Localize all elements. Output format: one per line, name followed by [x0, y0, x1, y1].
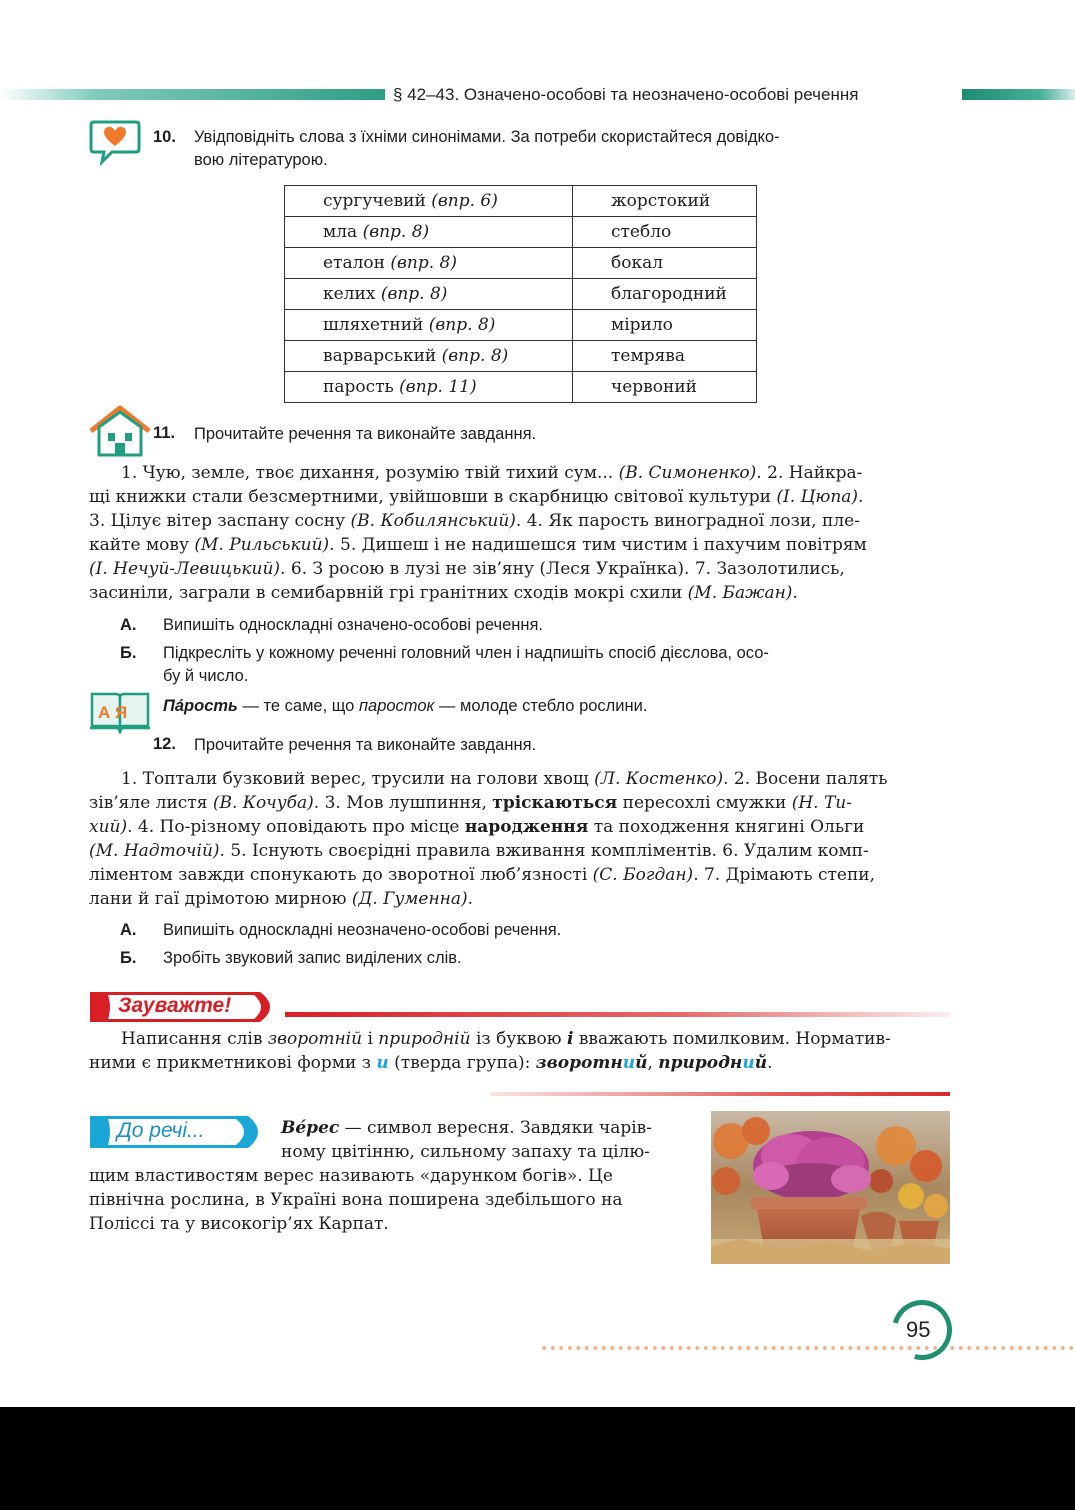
exercise-ref: (впр. 8): [390, 253, 457, 273]
task-11-line: [89, 509, 949, 533]
task-10-number: 10.: [153, 128, 176, 146]
by-the-way-line: північна рослина, в Україні вона поширена здебільшого на: [89, 1190, 623, 1210]
task-12-line: хий). 4. По-різному оповідають про місце народження та походження княгині Ольги: [89, 817, 865, 837]
note-line: ними є прикметникові форми з и (тверда група): зворотний, природний.: [89, 1053, 773, 1073]
exercise-ref: (впр. 8): [428, 315, 496, 335]
task-11-line: [89, 533, 949, 557]
task-12-number: 12.: [153, 735, 176, 753]
synonyms-row: [285, 279, 757, 310]
synonym-cell: бокал: [573, 248, 757, 279]
note-tag: [90, 992, 280, 1022]
dictionary-term: Па́рость: [163, 697, 238, 715]
sentence-text: засиніли, заграли в семибарвній грі гранітних сходів мокрі схили: [89, 583, 688, 603]
task-12-sentences: [89, 767, 949, 911]
dictionary-text1: те саме, що: [263, 697, 359, 715]
header-decor-bar-left: [0, 89, 385, 100]
dictionary-book-icon: [88, 688, 152, 738]
task-11-b-text: [163, 642, 883, 688]
author-ref: (М. Рильський).: [194, 535, 335, 555]
word: варварський: [323, 346, 437, 366]
by-the-way-line: Ве́рес — символ вересня. Завдяки чарів-: [281, 1118, 652, 1138]
task-12-a-text: Випишіть односкладні неозначено-особові речення.: [163, 921, 562, 939]
word-cell: [285, 217, 573, 248]
house-icon: [89, 405, 151, 461]
task-12-line: (М. Надточій). 5. Існують своєрідні правила вживання компліментів. 6. Удалим комп-: [89, 841, 869, 861]
page-number: 95: [906, 1317, 931, 1342]
note-rule: [285, 1012, 950, 1017]
sentence-text: 1. Чую, земле, твоє дихання, розумію твій тихий сум...: [121, 463, 619, 483]
task-12-line: лани й гаї дрімотою мирною (Д. Гуменна).: [89, 889, 474, 909]
task-12-b-letter: Б.: [120, 949, 137, 967]
task-11-line: [89, 485, 949, 509]
task-10-text: [194, 126, 914, 172]
synonym-cell: жорстокий: [573, 186, 757, 217]
sentence-text: 3. Цілує вітер заспану сосну: [89, 511, 351, 531]
by-the-way-line: Поліссі та у високогір’ях Карпат.: [89, 1214, 389, 1234]
synonyms-row: [285, 217, 757, 248]
by-the-way-label: До речі...: [117, 1119, 205, 1142]
task-12-a-letter: А.: [120, 921, 137, 939]
dictionary-term2: паросток: [358, 697, 435, 715]
word: парость: [323, 377, 394, 397]
sentence-text: 5. Дишеш і не надишешся тим чистим і пахучим повітрям: [334, 535, 867, 555]
exercise-ref: (впр. 11): [399, 377, 477, 397]
word-cell: [285, 186, 573, 217]
task-12-line: 1. Топтали бузковий верес, трусили на голови хвощ (Л. Костенко). 2. Восени палять: [121, 769, 888, 789]
word-cell: [285, 341, 573, 372]
note-bottom-rule: [490, 1092, 950, 1096]
synonyms-row: [285, 248, 757, 279]
synonyms-row: [285, 186, 757, 217]
task-11-text: Прочитайте речення та виконайте завдання.: [194, 425, 537, 443]
heart-speech-icon: [88, 118, 142, 170]
section-title: § 42–43. Означено-особові та неозначено-особові речення: [393, 85, 859, 104]
synonym-cell: червоний: [573, 372, 757, 403]
word: келих: [323, 284, 376, 304]
task-12-text: Прочитайте речення та виконайте завдання.: [194, 736, 537, 754]
dictionary-text2: — молоде стебло рослини.: [434, 697, 648, 715]
author-ref: (В. Симоненко).: [618, 463, 762, 483]
author-ref: (В. Кобилянський).: [350, 511, 522, 531]
page-dots-decor: [540, 1345, 1075, 1351]
synonym-cell: темрява: [573, 341, 757, 372]
note-text: [89, 1027, 949, 1075]
sentence-text: 4. Як парость виноградної лози, пле-: [521, 511, 860, 531]
synonyms-row: [285, 310, 757, 341]
task-11-line: [89, 557, 949, 581]
by-the-way-text: [89, 1116, 685, 1236]
synonyms-row: [285, 341, 757, 372]
note-line: Написання слів зворотній і природній із буквою і вважають помилковим. Норматив-: [121, 1029, 891, 1049]
author-ref: (М. Бажан).: [687, 583, 798, 603]
word: еталон: [323, 253, 385, 273]
sentence-text: щі книжки стали безсмертними, увійшовши в скарбницю світової культури: [89, 487, 777, 507]
exercise-ref: (впр. 8): [362, 222, 430, 242]
exercise-ref: (впр. 8): [441, 346, 509, 366]
exercise-ref: (впр. 8): [380, 284, 448, 304]
task-12-line: зів’яле листя (В. Кочуба). 3. Мов лушпиння, тріскаються пересохлі смужки (Н. Ти-: [89, 793, 852, 813]
svg-text:А Я: А Я: [98, 703, 128, 722]
author-ref: (І. Цюпа).: [776, 487, 864, 507]
task-11-sentences: [89, 461, 949, 605]
word: шляхетний: [323, 315, 424, 335]
word-cell: [285, 279, 573, 310]
synonyms-row: [285, 372, 757, 403]
task-11-line: [89, 461, 949, 485]
task-10-text-line2: вою літературою.: [194, 151, 328, 169]
task-10-text-line1: Увідповідніть слова з їхніми синонімами. За потреби скористайтеся довідко-: [194, 128, 780, 146]
word: мла: [323, 222, 358, 242]
task-11-a-letter: А.: [120, 616, 137, 634]
by-the-way-line: ному цвітінню, сильному запаху та цілю-: [281, 1142, 650, 1162]
word-cell: [285, 248, 573, 279]
heather-photo: [711, 1111, 950, 1264]
author-ref: (І. Нечуй-Левицький).: [89, 559, 286, 579]
task-12-b-text: Зробіть звуковий запис виділених слів.: [163, 949, 462, 967]
word-cell: [285, 372, 573, 403]
black-bottom-area: [0, 1407, 1075, 1510]
task-11-line: [89, 581, 949, 605]
task-11-b-letter: Б.: [120, 644, 137, 662]
synonym-cell: мірило: [573, 310, 757, 341]
dictionary-entry: [163, 695, 647, 718]
synonym-cell: благородний: [573, 279, 757, 310]
word-cell: [285, 310, 573, 341]
task-12-line: ліментом завжди спонукають до зворотної люб’язності (С. Богдан). 7. Дрімають степи,: [89, 865, 876, 885]
synonym-cell: стебло: [573, 217, 757, 248]
word: сургучевий: [323, 191, 426, 211]
sentence-text: кайте мову: [89, 535, 195, 555]
exercise-ref: (впр. 6): [431, 191, 498, 211]
dictionary-dash: —: [237, 697, 264, 715]
synonyms-table: [284, 185, 757, 403]
note-tag-label: Зауважте!: [118, 994, 232, 1017]
task-11-number: 11.: [153, 424, 176, 442]
task-11-a-text: Випишіть односкладні означено-особові речення.: [163, 616, 543, 634]
sentence-text: 2. Найкра-: [761, 463, 863, 483]
by-the-way-line: щим властивостям верес називають «дарунком богів». Це: [89, 1166, 613, 1186]
task-11-b-line1: Підкресліть у кожному реченні головний член і надпишіть спосіб дієслова, осо-: [163, 644, 769, 662]
sentence-text: 6. З росою в лузі не зів’яну (Леся Українка). 7. Зазолотились,: [285, 559, 845, 579]
task-11-b-line2: бу й число.: [163, 667, 249, 685]
header-decor-bar-right: [962, 89, 1075, 100]
